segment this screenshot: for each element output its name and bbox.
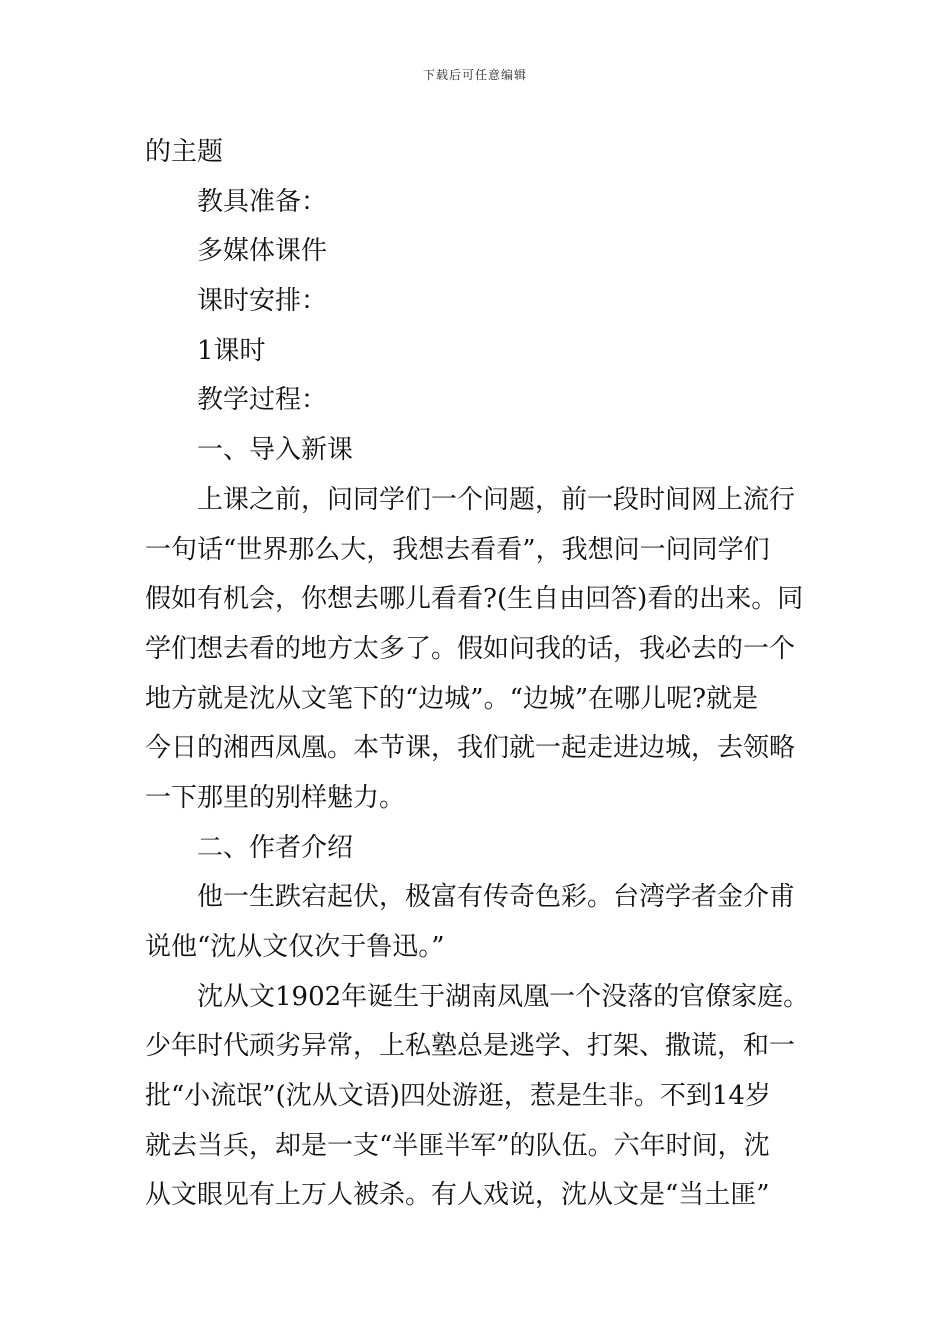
text-line: 就去当兵，却是一支“半匪半军”的队伍。六年时间，沈 [145, 1130, 770, 1161]
text-line: 少年时代顽劣异常，上私塾总是逃学、打架、撒谎，和一 [145, 1031, 796, 1062]
text-line: 地方就是沈从文笔下的“边城”。“边城”在哪儿呢?就是 [145, 683, 759, 714]
text-line: 从文眼见有上万人被杀。有人戏说，沈从文是“当土匪” [145, 1180, 770, 1211]
text-line: 教具准备： [197, 186, 328, 217]
page-header: 下载后可任意编辑 [422, 68, 527, 82]
section-heading: 一、导入新课 [197, 435, 354, 466]
text-line: 假如有机会，你想去哪儿看看?(生自由回答)看的出来。同 [145, 584, 804, 615]
text-line: 学们想去看的地方太多了。假如问我的话，我必去的一个 [145, 633, 796, 664]
text-line: 课时安排： [197, 286, 328, 317]
text-line: 一句话“世界那么大，我想去看看”，我想问一问同学们 [145, 534, 770, 565]
text-line: 说他“沈从文仅次于鲁迅。” [145, 932, 445, 962]
text-line: 1课时 [197, 335, 266, 366]
text-line: 上课之前，问同学们一个问题，前一段时间网上流行 [197, 484, 796, 515]
text-line: 的主题 [145, 137, 224, 167]
text-line: 教学过程： [197, 385, 328, 416]
text-line: 沈从文1902年诞生于湖南凤凰一个没落的官僚家庭。 [197, 981, 810, 1012]
document-body [145, 128, 810, 1221]
text-line: 他一生跌宕起伏，极富有传奇色彩。台湾学者金介甫 [197, 882, 796, 913]
text-line: 一下那里的别样魅力。 [145, 782, 406, 813]
section-heading: 二、作者介绍 [197, 832, 354, 863]
text-line: 今日的湘西凤凰。本节课，我们就一起走进边城，去领略 [145, 733, 796, 764]
text-line: 多媒体课件 [197, 236, 328, 267]
text-line: 批“小流氓”(沈从文语)四处游逛，惹是生非。不到14岁 [145, 1081, 771, 1112]
